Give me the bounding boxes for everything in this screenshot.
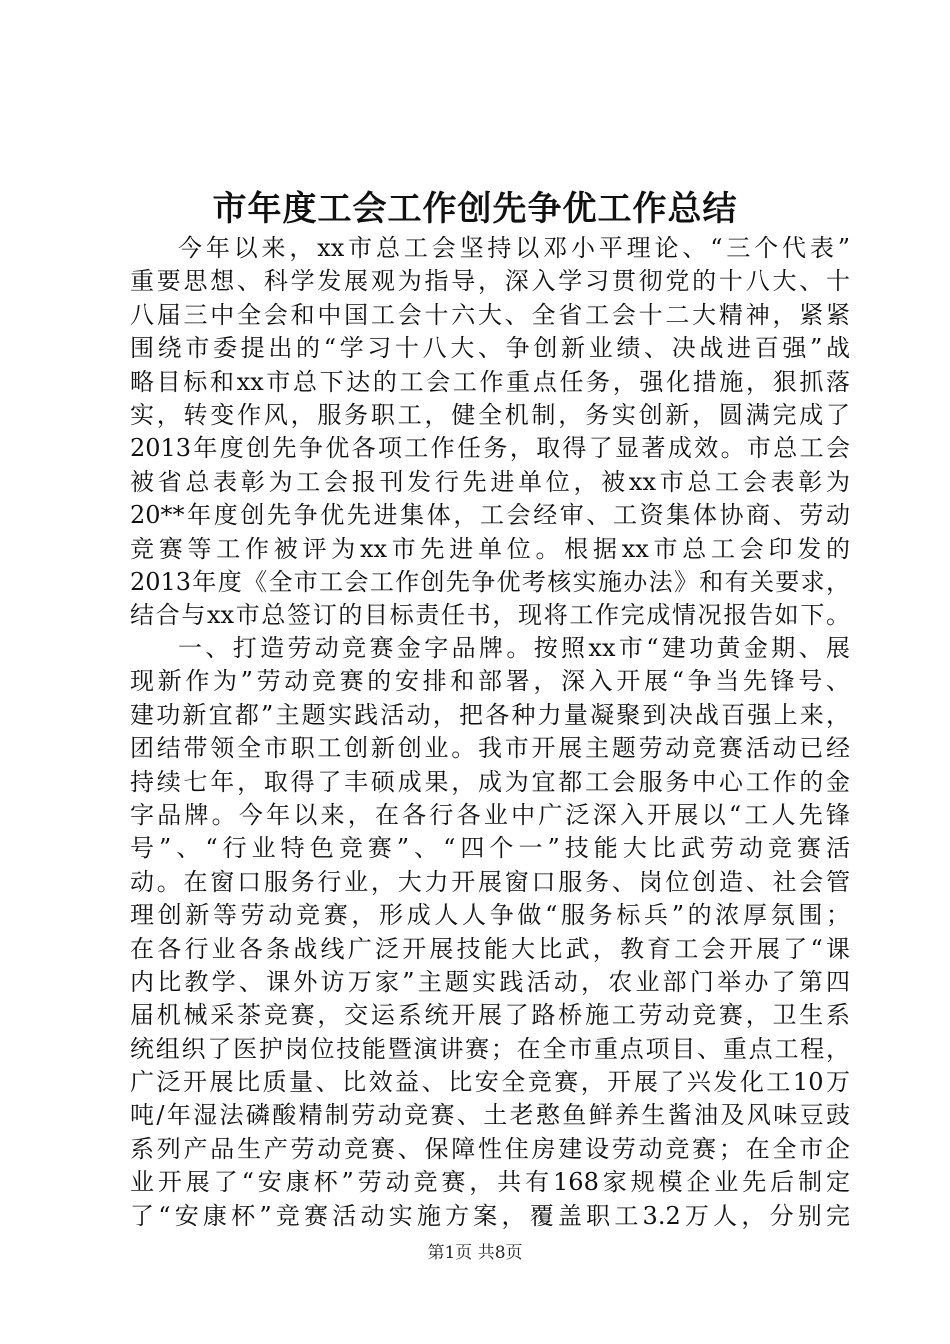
text-line: 略目标和xx市总下达的工会工作重点任务，强化措施，狠抓落 <box>130 367 850 396</box>
text-line: 号”、“行业特色竞赛”、“四个一”技能大比武劳动竞赛活 <box>130 834 850 863</box>
text-line: 建功新宜都”主题实践活动，把各种力量凝聚到决战百强上来， <box>130 700 850 729</box>
text-line: 理创新等劳动竞赛，形成人人争做“服务标兵”的浓厚氛围； <box>130 901 850 930</box>
document-title: 市年度工会工作创先争优工作总结 <box>212 189 738 229</box>
paragraph-intro <box>130 232 850 633</box>
text-line: 统组织了医护岗位技能暨演讲赛；在全市重点项目、重点工程， <box>130 1034 850 1063</box>
text-line: 围绕市委提出的“学习十八大、争创新业绩、决战进百强”战 <box>130 334 850 363</box>
text-line: 20**年度创先争优先进集体，工会经审、工资集体协商、劳动 <box>130 501 850 530</box>
paragraph-section-one <box>130 632 850 1233</box>
text-line: 实，转变作风，服务职工，健全机制，务实创新，圆满完成了 <box>130 400 850 429</box>
text-line: 了“安康杯”竞赛活动实施方案，覆盖职工3.2万人，分别完 <box>130 1201 850 1230</box>
text-line: 业开展了“安康杯”劳动竞赛，共有168家规模企业先后制定 <box>130 1168 850 1197</box>
text-line: 字品牌。今年以来，在各行各业中广泛深入开展以“工人先锋 <box>130 800 850 829</box>
text-line: 持续七年，取得了丰硕成果，成为宜都工会服务中心工作的金 <box>130 767 850 796</box>
text-line: 在各行业各条战线广泛开展技能大比武，教育工会开展了“课 <box>130 934 850 963</box>
text-line: 吨/年湿法磷酸精制劳动竞赛、土老憨鱼鲜养生酱油及风味豆豉 <box>130 1101 850 1130</box>
text-line: 动。在窗口服务行业，大力开展窗口服务、岗位创造、社会管 <box>130 867 850 896</box>
text-line: 团结带领全市职工创新创业。我市开展主题劳动竞赛活动已经 <box>130 734 850 763</box>
text-line: 一、打造劳动竞赛金字品牌。按照xx市“建功黄金期、展 <box>178 634 850 662</box>
text-line: 八届三中全会和中国工会十六大、全省工会十二大精神，紧紧 <box>130 300 850 329</box>
text-line: 届机械采茶竞赛，交运系统开展了路桥施工劳动竞赛，卫生系 <box>130 1001 850 1030</box>
text-line: 结合与xx市总签订的目标责任书，现将工作完成情况报告如下。 <box>130 601 850 630</box>
page-footer: 第1页 共8页 <box>427 1243 523 1263</box>
text-line: 内比教学、课外访万家”主题实践活动，农业部门举办了第四 <box>130 967 850 996</box>
text-line: 竞赛等工作被评为xx市先进单位。根据xx市总工会印发的 <box>130 534 850 563</box>
text-line: 广泛开展比质量、比效益、比安全竞赛，开展了兴发化工10万 <box>130 1068 850 1097</box>
text-line: 重要思想、科学发展观为指导，深入学习贯彻党的十八大、十 <box>130 267 850 296</box>
text-line: 今年以来，xx市总工会坚持以邓小平理论、“三个代表” <box>178 234 850 262</box>
text-line: 2013年度创先争优各项工作任务，取得了显著成效。市总工会 <box>130 434 850 463</box>
text-line: 2013年度《全市工会工作创先争优考核实施办法》和有关要求， <box>130 567 850 596</box>
text-line: 被省总表彰为工会报刊发行先进单位，被xx市总工会表彰为 <box>130 467 850 496</box>
text-line: 系列产品生产劳动竞赛、保障性住房建设劳动竞赛；在全市企 <box>130 1134 850 1163</box>
text-line: 现新作为”劳动竞赛的安排和部署，深入开展“争当先锋号、 <box>130 667 850 696</box>
